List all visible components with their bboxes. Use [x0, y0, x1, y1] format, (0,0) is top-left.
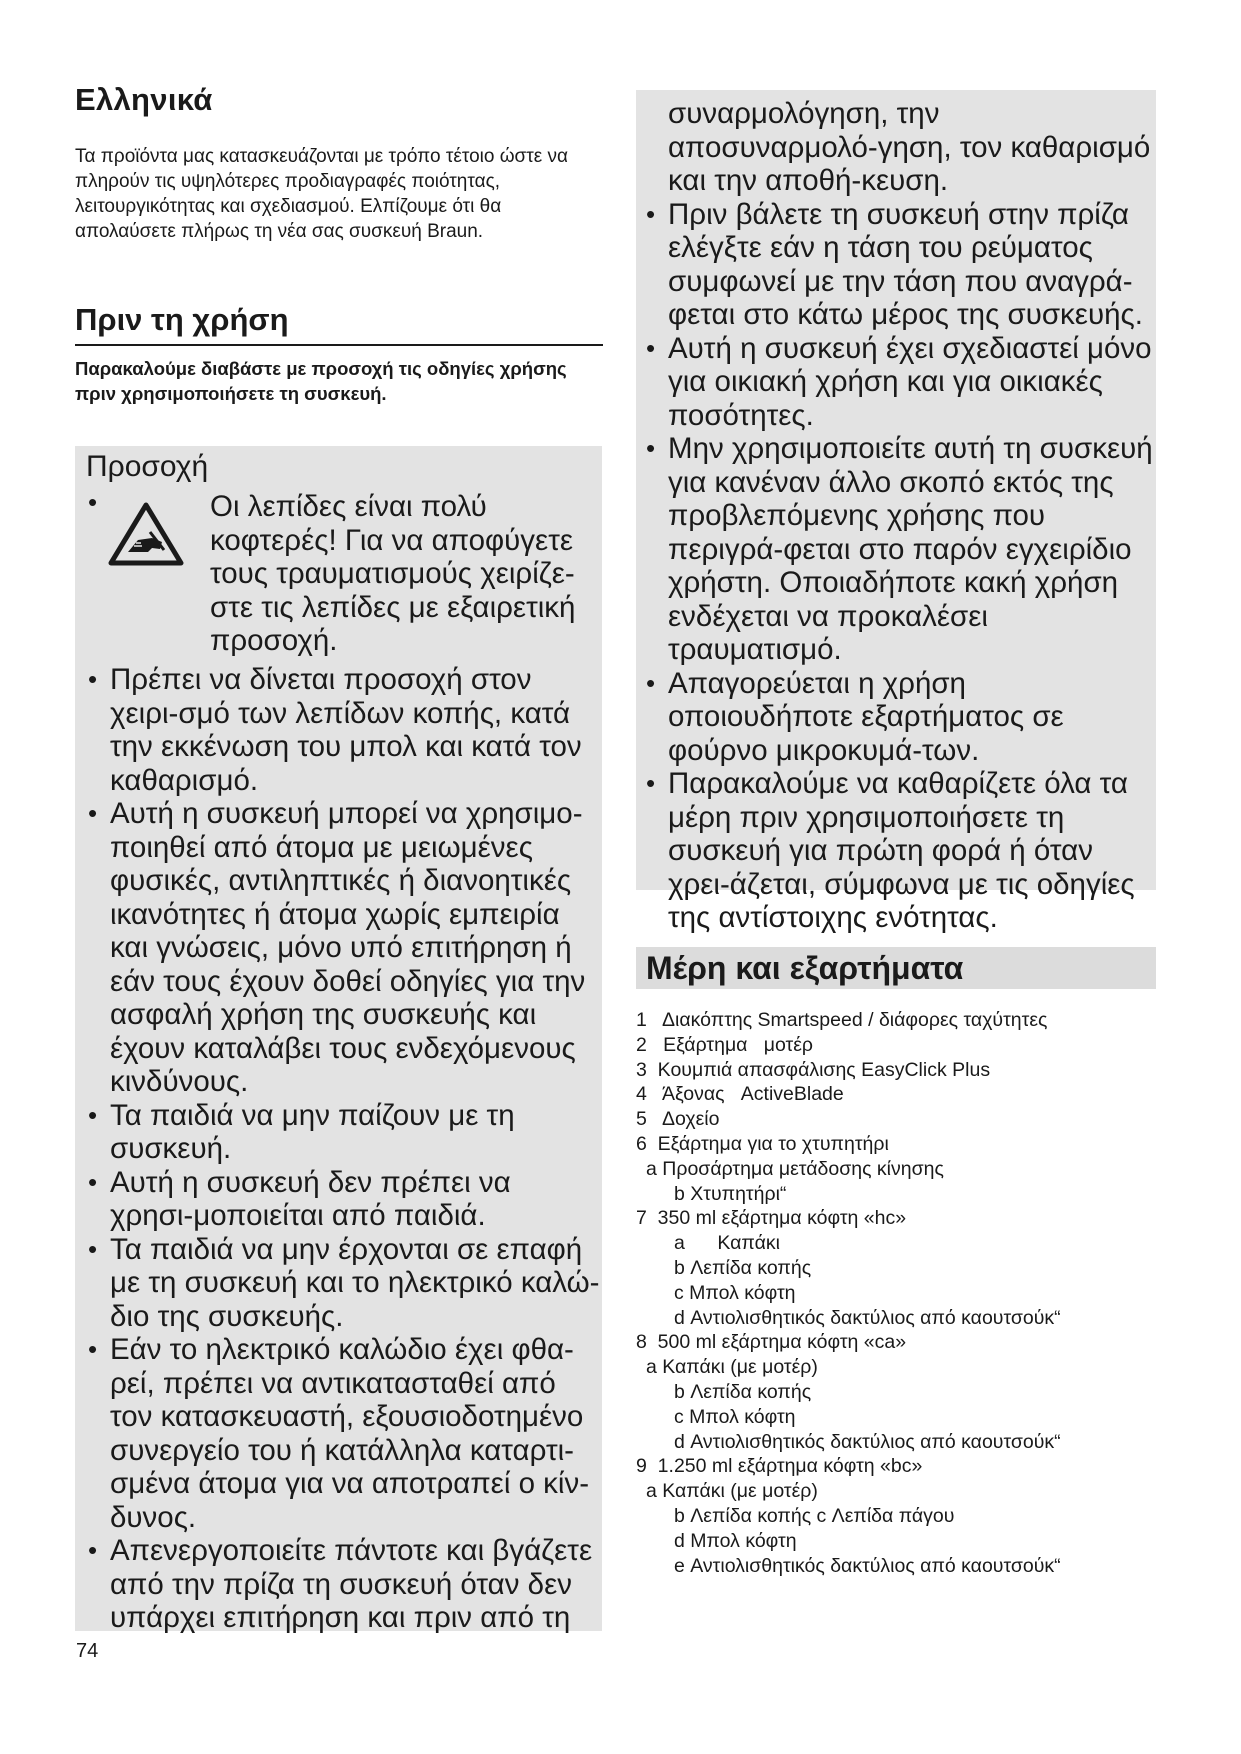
- parts-list-line: 3 Κουμπιά απασφάλισης EasyClick Plus: [636, 1058, 991, 1081]
- hand-blade-warning-icon: [108, 502, 184, 566]
- parts-list-line: d Αντιολισθητικός δακτύλιος από καουτσούκ“: [674, 1306, 1061, 1329]
- language-heading: Ελληνικά: [75, 82, 213, 117]
- caution-list-right: [646, 97, 1156, 935]
- parts-list-line: b Λεπίδα κοπής: [674, 1256, 812, 1279]
- parts-list-line: 4 Άξονας ActiveBlade: [636, 1083, 844, 1106]
- parts-list-line: 5 Δοχείο: [636, 1108, 720, 1131]
- parts-list-line: a Καπάκι: [674, 1232, 780, 1255]
- list-item-continuation: συναρμολόγηση, την αποσυναρμολό-γηση, τον καθαρισμό και την αποθή-κευση.: [668, 97, 1151, 197]
- list-item: • Παρακαλούμε να καθαρίζετε όλα τα μέρη πριν χρησιμοποιήσετε τη συσκευή για πρώτη φορά ή όταν χρει-άζεται, σύμφωνα με τις οδηγίες της αντίστοιχης ενότητας.: [646, 767, 1156, 935]
- bullet-icon: •: [88, 487, 98, 517]
- caution-heading: Προσοχή: [86, 450, 209, 483]
- intro-paragraph: Τα προϊόντα μας κατασκευάζονται με τρόπο τέτοιο ώστε να πληρούν τις υψηλότερες προδιαγραφές ποιότητας, λειτουργικότητας και σχεδιασμού. Ελπίζουμε ότι θα απολαύσετε πλήρως τη νέα σας συσκευή Braun.: [75, 146, 568, 242]
- parts-list-line: b Λεπίδα κοπής: [674, 1380, 812, 1403]
- parts-list-line: a Προσάρτημα μετάδοσης κίνησης: [646, 1157, 944, 1180]
- caution-list-left: [88, 663, 600, 1635]
- list-item: • Απενεργοποιείτε πάντοτε και βγάζετε από την πρίζα τη συσκευή όταν δεν υπάρχει επιτήρηση και πριν από τη: [88, 1534, 600, 1635]
- parts-list-line: a Καπάκι (με μοτέρ): [646, 1356, 818, 1379]
- caution-blade-warning: Οι λεπίδες είναι πολύ κοφτερές! Για να αποφύγετε τους τραυματισμούς χειρίζε-στε τις λεπίδες με εξαιρετική προσοχή.: [210, 490, 576, 657]
- parts-list-line: 8 500 ml εξάρτημα κόφτη «ca»: [636, 1331, 907, 1354]
- parts-list-line: c Μπολ κόφτη: [674, 1405, 796, 1428]
- list-item: • Αυτή η συσκευή μπορεί να χρησιμο-ποιηθεί από άτομα με μειωμένες φυσικές, αντιληπτικές ή διανοητικές ικανότητες ή άτομα χωρίς εμπειρία και γνώσεις, μόνο υπό επιτήρηση ή εάν τους έχουν δοθεί οδηγίες για την ασφαλή χρήση της συσκευής και έχουν καταλάβει τους ενδεχόμενους κινδύνους.: [88, 797, 600, 1099]
- parts-list: [636, 1008, 1156, 1578]
- parts-list-line: 1 Διακόπτης Smartspeed / διάφορες ταχύτητες: [636, 1009, 1048, 1031]
- list-item: • Τα παιδιά να μην παίζουν με τη συσκευή.: [88, 1099, 600, 1166]
- list-item: • Αυτή η συσκευή δεν πρέπει να χρησι-μοποιείται από παιδιά.: [88, 1166, 600, 1233]
- list-item: • Πριν βάλετε τη συσκευή στην πρίζα ελέγξτε εάν η τάση του ρεύματος συμφωνεί με την τάση που αναγρά-φεται στο κάτω μέρος της συσκευής.: [646, 198, 1156, 332]
- list-item: • Πρέπει να δίνεται προσοχή στον χειρι-σμό των λεπίδων κοπής, κατά την εκκένωση του μπολ και κατά τον καθαρισμό.: [88, 663, 600, 797]
- parts-list-line: 9 1.250 ml εξάρτημα κόφτη «bc»: [636, 1455, 923, 1478]
- parts-heading: Μέρη και εξαρτήματα: [646, 950, 964, 986]
- list-item: • Τα παιδιά να μην έρχονται σε επαφή με τη συσκευή και το ηλεκτρικό καλώ-διο της συσκευής.: [88, 1233, 600, 1334]
- parts-list-line: e Αντιολισθητικός δακτύλιος από καουτσούκ“: [674, 1554, 1061, 1577]
- parts-list-line: b Λεπίδα κοπής c Λεπίδα πάγου: [674, 1504, 955, 1527]
- parts-list-line: b Χτυπητήρι“: [674, 1182, 787, 1205]
- list-item: • Αυτή η συσκευή έχει σχεδιαστεί μόνο για οικιακή χρήση και για οικιακές ποσότητες.: [646, 332, 1156, 433]
- page-number: 74: [76, 1640, 99, 1662]
- parts-list-line: a Καπάκι (με μοτέρ): [646, 1480, 818, 1503]
- parts-list-line: 6 Εξάρτημα για το χτυπητήρι: [636, 1132, 889, 1155]
- parts-list-line: d Αντιολισθητικός δακτύλιος από καουτσούκ“: [674, 1430, 1061, 1453]
- list-item: • Μην χρησιμοποιείτε αυτή τη συσκευή για κανέναν άλλο σκοπό εκτός της προβλεπόμενης χρήσης που περιγρά-φεται στο παρόν εγχειρίδιο χρήστη. Οποιαδήποτε κακή χρήση ενδέχεται να προκαλέσει τραυματισμό.: [646, 432, 1156, 667]
- parts-list-line: d Μπολ κόφτη: [674, 1529, 797, 1552]
- list-item: • Εάν το ηλεκτρικό καλώδιο έχει φθα-ρεί, πρέπει να αντικατασταθεί από τον κατασκευαστή, εξουσιοδοτημένο συνεργείο του ή κατάλληλα καταρτι-σμένα άτομα για να αποτραπεί ο κίν-δυνος.: [88, 1333, 600, 1534]
- parts-list-line: 7 350 ml εξάρτημα κόφτη «hc»: [636, 1207, 907, 1230]
- list-item: • Απαγορεύεται η χρήση οποιουδήποτε εξαρτήματος σε φούρνο μικροκυμά-των.: [646, 667, 1156, 768]
- caution-list-right-items: [646, 198, 1156, 935]
- parts-list-line: c Μπολ κόφτη: [674, 1281, 796, 1304]
- intro-section: [75, 82, 605, 244]
- before-use-heading: Πριν τη χρήση: [75, 302, 603, 346]
- parts-heading-bar: [636, 947, 1156, 989]
- read-instructions-note: Παρακαλούμε διαβάστε με προσοχή τις οδηγίες χρήσης πριν χρησιμοποιήσετε τη συσκευή.: [75, 358, 567, 404]
- parts-list-line: 2 Εξάρτημα μοτέρ: [636, 1033, 814, 1056]
